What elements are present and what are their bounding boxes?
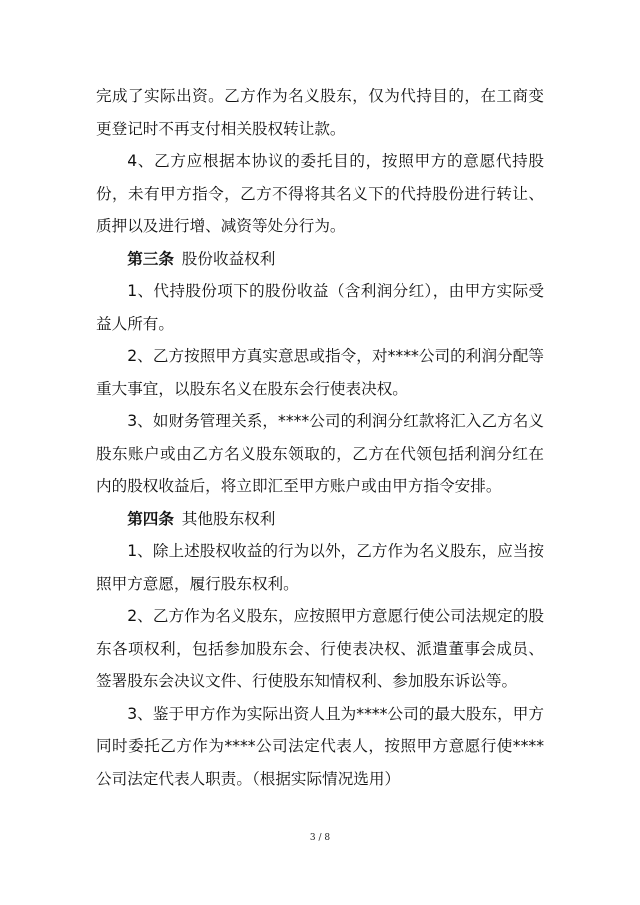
article-heading-4	[96, 503, 544, 536]
paragraph-4-1: 1、除上述股权收益的行为以外，乙方作为名义股东，应当按照甲方意愿，履行股东权利。	[96, 542, 544, 593]
document-body	[96, 80, 544, 795]
paragraph-continuation: 完成了实际出资。乙方作为名义股东，仅为代持目的，在工商变更登记时不再支付相关股权转让款。	[96, 87, 544, 138]
article-number: 第四条	[127, 509, 174, 528]
article-number: 第三条	[127, 249, 174, 268]
article-title: 其他股东权利	[181, 509, 276, 528]
article-heading-3	[96, 243, 544, 276]
paragraph-4-3: 3、鉴于甲方作为实际出资人且为****公司的最大股东，甲方同时委托乙方作为****公司法定代表人，按照甲方意愿行使****公司法定代表人职责。（根据实际情况选用）	[96, 704, 544, 788]
paragraph-3-1: 1、代持股份项下的股份收益（含利润分红），由甲方实际受益人所有。	[96, 282, 544, 333]
article-title: 股份收益权利	[181, 249, 276, 268]
paragraph-3-3: 3、如财务管理关系，****公司的利润分红款将汇入乙方名义股东账户或由乙方名义股东领取的，乙方在代领包括利润分红在内的股权收益后，将立即汇至甲方账户或由甲方指令安排。	[96, 412, 544, 495]
page-number: 3 / 8	[309, 833, 331, 843]
paragraph-4-2: 2、乙方作为名义股东，应按照甲方意愿行使公司法规定的股东各项权利，包括参加股东会、行使表决权、派遣董事会成员、签署股东会决议文件、行使股东知情权利、参加股东诉讼等。	[96, 607, 544, 690]
paragraph-3-2: 2、乙方按照甲方真实意思或指令，对****公司的利润分配等重大事宜，以股东名义在股东会行使表决权。	[96, 347, 544, 398]
paragraph-clause-4: 4、乙方应根据本协议的委托目的，按照甲方的意愿代持股份，未有甲方指令，乙方不得将其名义下的代持股份进行转让、质押以及进行增、减资等处分行为。	[96, 152, 544, 235]
